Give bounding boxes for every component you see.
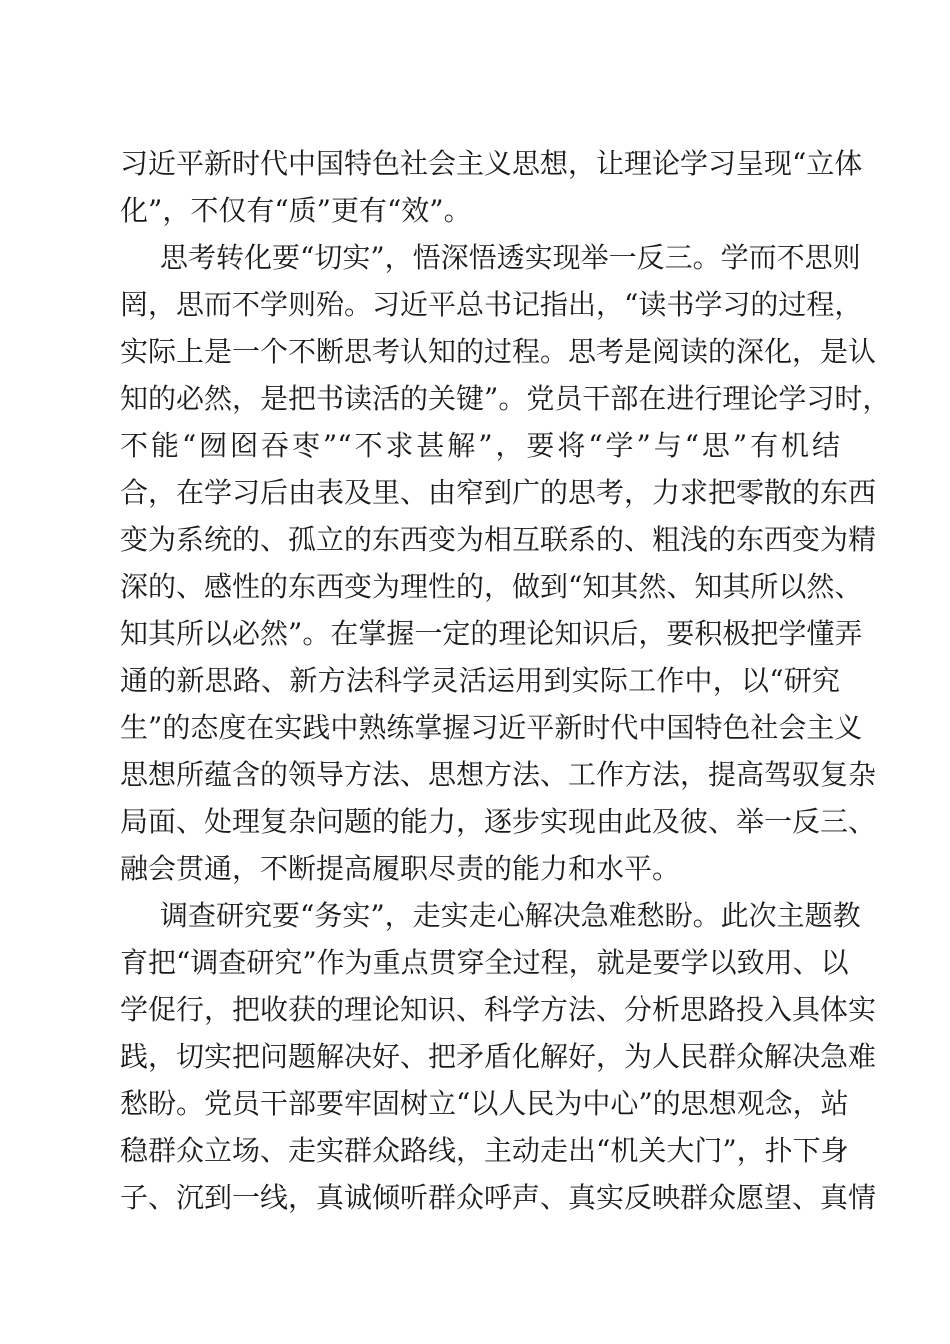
text-line: 化”，不仅有“质”更有“效”。: [120, 194, 472, 227]
text-line: 罔，思而不学则殆。习近平总书记指出，“读书学习的过程，: [120, 288, 863, 321]
text-line: 合，在学习后由表及里、由窄到广的思考，力求把零散的东西: [120, 476, 877, 509]
text-line: 习近平新时代中国特色社会主义思想，让理论学习呈现“立体: [120, 147, 863, 180]
text-line: 子、沉到一线，真诚倾听群众呼声、真实反映群众愿望、真情: [120, 1181, 877, 1214]
text-line: 思想所蕴含的领导方法、思想方法、工作方法，提高驾驭复杂: [120, 758, 877, 791]
text-line: 局面、处理复杂问题的能力，逐步实现由此及彼、举一反三、: [120, 805, 877, 838]
paragraph-heading-line: 调查研究要“务实”，走实走心解决急难愁盼。此次主题教: [160, 899, 861, 932]
text-line: 生”的态度在实践中熟练掌握习近平新时代中国特色社会主义: [120, 711, 863, 744]
text-line: 融会贯通，不断提高履职尽责的能力和水平。: [120, 852, 681, 885]
text-line: 学促行，把收获的理论知识、科学方法、分析思路投入具体实: [120, 993, 877, 1026]
text-line: 实际上是一个不断思考认知的过程。思考是阅读的深化，是认: [120, 335, 877, 368]
text-line: 愁盼。党员干部要牢固树立“以人民为中心”的思想观念，站: [120, 1087, 849, 1120]
text-line: 知的必然，是把书读活的关键”。党员干部在进行理论学习时，: [120, 382, 891, 415]
text-line: 育把“调查研究”作为重点贯穿全过程，就是要学以致用、以: [120, 946, 849, 979]
text-line: 稳群众立场、走实群众路线，主动走出“机关大门”，扑下身: [120, 1134, 849, 1167]
text-line: 深的、感性的东西变为理性的，做到“知其然、知其所以然、: [120, 570, 863, 603]
body-text: [120, 140, 891, 1221]
text-line: 知其所以必然”。在掌握一定的理论知识后，要积极把学懂弄: [120, 617, 863, 650]
text-line: 通的新思路、新方法科学灵活运用到实际工作中，以“研究: [120, 664, 840, 697]
text-line: 变为系统的、孤立的东西变为相互联系的、粗浅的东西变为精: [120, 523, 877, 556]
paragraph-heading-line: 思考转化要“切实”，悟深悟透实现举一反三。学而不思则: [160, 241, 861, 274]
text-line: 践，切实把问题解决好、把矛盾化解好，为人民群众解决急难: [120, 1040, 877, 1073]
text-line: 不能“囫囵吞枣”“不求甚解”，要将“学”与“思”有机结: [120, 429, 840, 462]
